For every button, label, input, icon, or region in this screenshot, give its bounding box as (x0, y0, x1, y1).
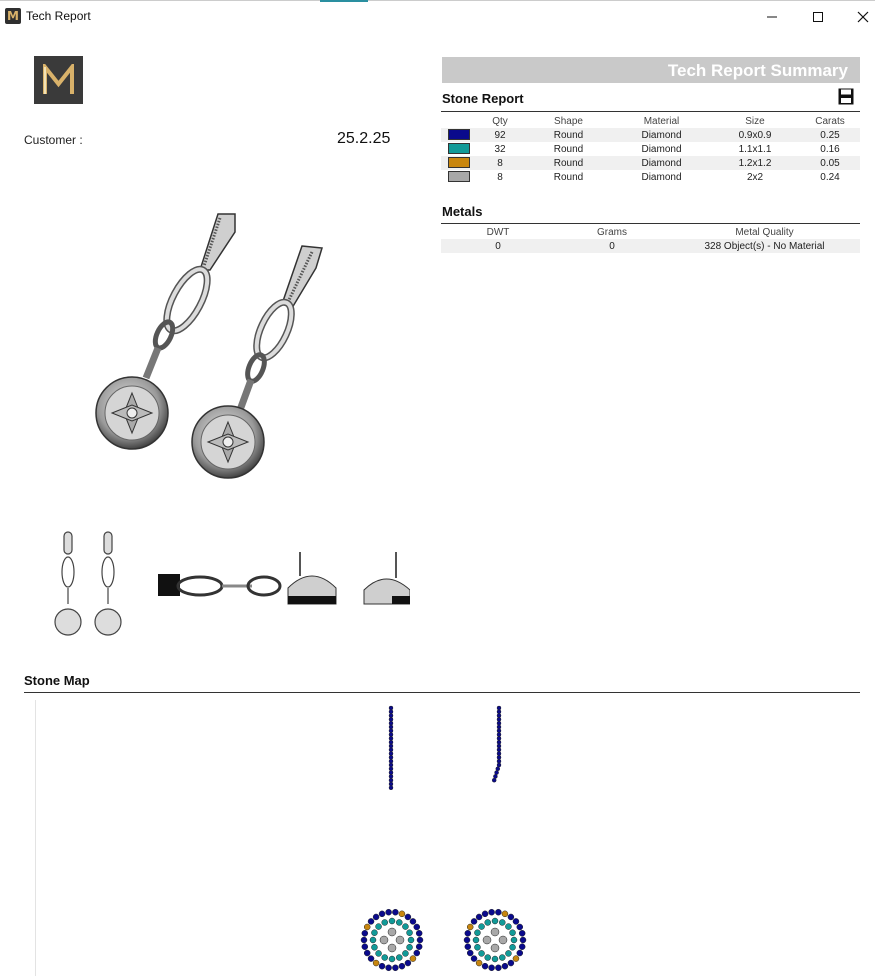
stone-dot (414, 924, 420, 930)
stone-dot (482, 963, 488, 969)
stone-dot (495, 771, 499, 775)
main-product-render (70, 200, 420, 500)
customer-label: Customer : (24, 133, 83, 147)
metals-table (441, 225, 860, 253)
stone-dot (389, 782, 393, 786)
stone-dot (497, 736, 501, 740)
stone-dot (389, 717, 393, 721)
stone-dot (474, 930, 480, 936)
stone-material: Diamond (613, 128, 710, 142)
stone-dot (492, 918, 498, 924)
stone-dot (389, 736, 393, 740)
stone-dot (382, 919, 388, 925)
stone-dot (417, 937, 423, 943)
stone-dot (386, 909, 392, 915)
stone-dot (505, 950, 511, 956)
stone-dot (386, 965, 392, 971)
stone-dot (499, 955, 505, 961)
stone-dot (388, 944, 396, 952)
stone-dot (373, 914, 379, 920)
stone-dot (497, 748, 501, 752)
stone-dot (510, 930, 516, 936)
stone-dot (491, 944, 499, 952)
stone-dot (485, 955, 491, 961)
stone-dot (497, 717, 501, 721)
stone-report-divider (441, 111, 860, 112)
stone-dot (499, 919, 505, 925)
stone-dot (508, 914, 514, 920)
app-logo-icon (5, 8, 21, 24)
stone-dot (408, 937, 414, 943)
stone-dot (497, 710, 501, 714)
stone-dot (495, 965, 501, 971)
stone-dot (497, 763, 501, 767)
stone-dot (389, 740, 393, 744)
column-header: Grams (597, 226, 627, 238)
stone-dot (364, 924, 370, 930)
title-bar (0, 0, 875, 32)
minimize-icon (766, 11, 778, 23)
stone-dot (364, 950, 370, 956)
stone-dot (371, 930, 377, 936)
stone-dot (405, 960, 411, 966)
column-header: Carats (815, 115, 845, 127)
stone-size: 1.1x1.1 (738, 143, 772, 155)
stone-dot (492, 956, 498, 962)
report-date: 25.2.25 (337, 130, 391, 147)
stone-map-divider (24, 692, 860, 693)
stone-dot (376, 924, 382, 930)
stone-dot (389, 752, 393, 756)
stone-dot (492, 778, 496, 782)
app-logo-letter: M (7, 9, 19, 23)
thumbnail-front-view[interactable] (48, 528, 133, 640)
stone-dot (482, 911, 488, 917)
stone-dot (464, 937, 470, 943)
stone-dot (371, 944, 377, 950)
table-row (441, 156, 860, 170)
stone-dot (497, 752, 501, 756)
stone-dot (519, 930, 525, 936)
stone-carats: 0.16 (820, 143, 840, 155)
stone-dot (389, 918, 395, 924)
logo-m-icon (42, 64, 75, 96)
stone-qty: 32 (494, 143, 506, 155)
stone-dot (362, 944, 368, 950)
stone-dot (389, 786, 393, 790)
stone-dot (389, 733, 393, 737)
column-header: Size (745, 115, 765, 127)
stone-material: Diamond (641, 171, 682, 183)
stone-dot (389, 721, 393, 725)
stone-dot (376, 950, 382, 956)
stone-map (35, 700, 860, 976)
stone-report-table (441, 114, 860, 184)
stone-dot (497, 729, 501, 733)
stone-dot (465, 944, 471, 950)
stone-dot (496, 767, 500, 771)
stone-dot (392, 909, 398, 915)
stone-shape: Round (553, 143, 584, 155)
stone-dot (396, 919, 402, 925)
stone-dot (474, 944, 480, 950)
stone-dot (511, 937, 517, 943)
stone-dot (396, 955, 402, 961)
column-header (441, 114, 476, 128)
stone-dot (388, 928, 396, 936)
stone-dot (389, 774, 393, 778)
company-logo (34, 56, 83, 104)
stone-dot (479, 924, 485, 930)
stone-dot (389, 729, 393, 733)
stone-dot (467, 924, 473, 930)
stone-dot (489, 965, 495, 971)
stone-dot (410, 918, 416, 924)
stone-dot (389, 744, 393, 748)
stone-dot (471, 956, 477, 962)
title-bar-accent (320, 0, 368, 2)
stone-map-canvas (36, 700, 861, 976)
stone-dot (493, 774, 497, 778)
stone-dot (495, 909, 501, 915)
stone-dot (510, 944, 516, 950)
stone-dot (380, 936, 388, 944)
stone-dot (473, 937, 479, 943)
stone-qty: 8 (497, 171, 503, 183)
stone-dot (489, 909, 495, 915)
column-header: Qty (492, 115, 508, 127)
stone-dot (373, 960, 379, 966)
stone-dot (407, 930, 413, 936)
stone-size: 0.9x0.9 (710, 128, 800, 142)
minimize-button[interactable] (749, 1, 795, 33)
stone-dot (389, 710, 393, 714)
stone-dot (508, 960, 514, 966)
stone-dot (416, 944, 422, 950)
metal-quality: 328 Object(s) - No Material (669, 239, 860, 253)
stone-color-swatch (448, 129, 470, 140)
stone-dot (389, 706, 393, 710)
stone-dot (491, 928, 499, 936)
stone-report-header-row (441, 114, 860, 128)
stone-dot (382, 955, 388, 961)
stone-dot (505, 924, 511, 930)
stone-dot (471, 918, 477, 924)
stone-dot (476, 960, 482, 966)
metals-title: Metals (442, 204, 483, 219)
summary-header (442, 57, 860, 83)
stone-dot (402, 924, 408, 930)
thumbnail-bottom-view[interactable] (362, 528, 410, 640)
stone-dot (368, 918, 374, 924)
stone-dot (379, 963, 385, 969)
stone-shape: Round (524, 128, 613, 142)
stone-color-swatch (448, 157, 470, 168)
stone-dot (497, 759, 501, 763)
stone-dot (497, 744, 501, 748)
stone-dot (497, 725, 501, 729)
stone-dot (389, 771, 393, 775)
stone-dot (389, 759, 393, 763)
stone-carats: 0.25 (800, 128, 860, 142)
stone-report-title: Stone Report (442, 91, 524, 106)
stone-dot (362, 930, 368, 936)
stone-material: Diamond (613, 156, 710, 170)
thumbnail-side-view[interactable] (156, 528, 282, 640)
stone-dot (502, 963, 508, 969)
column-header: DWT (486, 226, 510, 238)
stone-dot (389, 763, 393, 767)
stone-dot (399, 911, 405, 917)
metals-divider (441, 223, 860, 224)
thumbnail-top-view[interactable] (286, 528, 338, 640)
stone-dot (513, 918, 519, 924)
stone-dot (396, 936, 404, 944)
stone-dot (361, 937, 367, 943)
stone-dot (485, 919, 491, 925)
stone-dot (497, 733, 501, 737)
stone-dot (483, 936, 491, 944)
stone-dot (389, 767, 393, 771)
stone-dot (517, 924, 523, 930)
stone-dot (389, 755, 393, 759)
maximize-button[interactable] (795, 1, 841, 33)
column-header: Metal Quality (735, 226, 794, 238)
right-earring (192, 246, 322, 478)
close-button[interactable] (840, 1, 875, 33)
stone-carats: 0.05 (800, 156, 860, 170)
stone-dot (405, 914, 411, 920)
stone-carats: 0.24 (820, 171, 840, 183)
window-title: Tech Report (26, 9, 91, 23)
close-icon (857, 11, 869, 23)
stone-dot (497, 740, 501, 744)
stone-dot (497, 721, 501, 725)
stone-dot (502, 911, 508, 917)
stone-dot (520, 937, 526, 943)
stone-size: 1.2x1.2 (710, 156, 800, 170)
stone-dot (497, 714, 501, 718)
stone-dot (517, 950, 523, 956)
stone-dot (389, 714, 393, 718)
maximize-icon (812, 11, 824, 23)
stone-dot (497, 706, 501, 710)
stone-dot (368, 956, 374, 962)
stone-dot (379, 911, 385, 917)
metal-dwt: 0 (441, 239, 555, 253)
stone-qty: 8 (476, 156, 524, 170)
stone-color-swatch (448, 143, 470, 154)
stone-dot (416, 930, 422, 936)
stone-dot (389, 748, 393, 752)
stone-dot (513, 956, 519, 962)
table-row (441, 128, 860, 142)
stone-dot (465, 930, 471, 936)
column-header: Material (643, 115, 680, 127)
stone-dot (476, 914, 482, 920)
stone-dot (497, 755, 501, 759)
stone-dot (392, 965, 398, 971)
save-icon[interactable] (838, 88, 854, 105)
stone-shape: Round (524, 156, 613, 170)
stone-dot (370, 937, 376, 943)
column-header: Shape (554, 115, 583, 127)
stone-map-title: Stone Map (24, 673, 90, 688)
stone-shape: Round (553, 171, 584, 183)
stone-dot (519, 944, 525, 950)
stone-color-swatch (448, 171, 470, 182)
stone-dot (402, 950, 408, 956)
summary-title: Tech Report Summary (667, 61, 848, 80)
stone-size: 2x2 (746, 171, 764, 183)
table-row (441, 170, 860, 184)
stone-dot (467, 950, 473, 956)
stone-dot (479, 950, 485, 956)
stone-dot (414, 950, 420, 956)
stone-dot (407, 944, 413, 950)
stone-qty: 92 (476, 128, 524, 142)
stone-dot (499, 936, 507, 944)
stone-dot (410, 956, 416, 962)
table-row (441, 142, 860, 156)
stone-dot (389, 725, 393, 729)
metal-grams: 0 (555, 239, 669, 253)
stone-dot (399, 963, 405, 969)
stone-dot (389, 956, 395, 962)
metals-header-row (441, 225, 860, 239)
stone-material: Diamond (641, 143, 682, 155)
stone-dot (389, 778, 393, 782)
table-row (441, 239, 860, 253)
